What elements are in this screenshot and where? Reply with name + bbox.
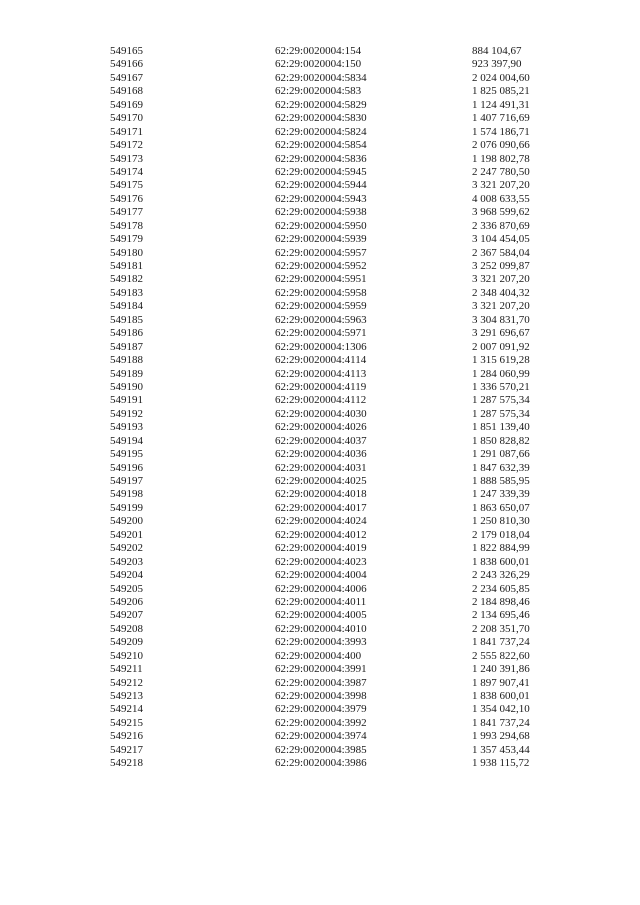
table-row [110, 609, 550, 622]
cadastral-number-cell: 62:29:0020004:3992 [275, 716, 367, 729]
cadastral-number-cell: 62:29:0020004:3998 [275, 690, 367, 702]
row-number-cell: 549202 [110, 542, 143, 555]
cadastral-number-cell: 62:29:0020004:400 [275, 649, 362, 662]
cadastral-value-cell: 2 007 091,92 [472, 340, 530, 353]
cadastral-number-cell: 62:29:0020004:5959 [275, 300, 367, 313]
cadastral-value-cell: 4 008 633,55 [472, 192, 530, 205]
cadastral-number-cell: 62:29:0020004:5830 [275, 112, 367, 125]
cadastral-number-cell: 62:29:0020004:4030 [275, 407, 367, 420]
cadastral-number-cell: 62:29:0020004:4119 [275, 380, 367, 393]
cadastral-value-cell: 884 104,67 [472, 45, 522, 57]
table-row [110, 220, 550, 233]
cadastral-value-cell: 1 240 391,86 [472, 663, 530, 676]
table-row [110, 273, 550, 286]
row-number-cell: 549183 [110, 286, 143, 299]
row-number-cell: 549215 [110, 716, 143, 729]
table-row [110, 341, 550, 354]
row-number-cell: 549207 [110, 609, 143, 622]
row-number-cell: 549203 [110, 555, 143, 568]
table-row [110, 166, 550, 179]
cadastral-number-cell: 62:29:0020004:4011 [275, 595, 367, 608]
table-row [110, 515, 550, 528]
row-number-cell: 549205 [110, 582, 143, 595]
cadastral-number-cell: 62:29:0020004:4024 [275, 515, 367, 528]
table-row [110, 569, 550, 582]
table-row [110, 408, 550, 421]
cadastral-number-cell: 62:29:0020004:4019 [275, 542, 367, 555]
cadastral-number-cell: 62:29:0020004:4006 [275, 582, 367, 595]
cadastral-number-cell: 62:29:0020004:3979 [275, 703, 367, 716]
cadastral-number-cell: 62:29:0020004:5824 [275, 125, 367, 138]
table-row [110, 394, 550, 407]
cadastral-number-cell: 62:29:0020004:5958 [275, 286, 367, 299]
cadastral-number-cell: 62:29:0020004:3985 [275, 743, 367, 756]
row-number-cell: 549208 [110, 622, 143, 635]
cadastral-value-cell: 1 838 600,01 [472, 690, 530, 702]
cadastral-value-cell: 1 841 737,24 [472, 636, 530, 649]
row-number-cell: 549173 [110, 152, 143, 165]
table-row [110, 677, 550, 690]
cadastral-number-cell: 62:29:0020004:5963 [275, 313, 367, 326]
cadastral-value-cell: 2 134 695,46 [472, 609, 530, 622]
cadastral-number-cell: 62:29:0020004:5944 [275, 179, 367, 192]
cadastral-value-cell: 1 850 828,82 [472, 434, 530, 447]
row-number-cell: 549179 [110, 233, 143, 246]
table-row [110, 314, 550, 327]
table-row [110, 45, 550, 58]
row-number-cell: 549165 [110, 45, 143, 57]
row-number-cell: 549216 [110, 730, 143, 743]
cadastral-value-cell: 1 287 575,34 [472, 394, 530, 407]
cadastral-number-cell: 62:29:0020004:4018 [275, 488, 367, 501]
table-row [110, 690, 550, 703]
table-row [110, 502, 550, 515]
row-number-cell: 549198 [110, 488, 143, 501]
cadastral-value-cell: 1 407 716,69 [472, 112, 530, 125]
row-number-cell: 549188 [110, 354, 143, 367]
cadastral-number-cell: 62:29:0020004:4112 [275, 394, 367, 407]
table-row [110, 247, 550, 260]
row-number-cell: 549177 [110, 206, 143, 219]
cadastral-value-cell: 1 198 802,78 [472, 152, 530, 165]
table-row [110, 757, 550, 770]
table-row [110, 435, 550, 448]
table-row [110, 99, 550, 112]
cadastral-number-cell: 62:29:0020004:154 [275, 45, 362, 57]
row-number-cell: 549209 [110, 636, 143, 649]
row-number-cell: 549218 [110, 757, 143, 770]
cadastral-value-cell: 1 938 115,72 [472, 757, 530, 770]
table-row [110, 179, 550, 192]
cadastral-value-cell: 1 888 585,95 [472, 475, 530, 487]
cadastral-number-cell: 62:29:0020004:4114 [275, 354, 367, 367]
row-number-cell: 549210 [110, 649, 143, 662]
row-number-cell: 549167 [110, 71, 143, 84]
row-number-cell: 549180 [110, 246, 143, 259]
cadastral-number-cell: 62:29:0020004:4025 [275, 475, 367, 487]
table-row [110, 126, 550, 139]
row-number-cell: 549178 [110, 219, 143, 232]
table-row [110, 583, 550, 596]
row-number-cell: 549194 [110, 434, 143, 447]
cadastral-number-cell: 62:29:0020004:3974 [275, 730, 367, 743]
cadastral-number-cell: 62:29:0020004:5957 [275, 246, 367, 259]
row-number-cell: 549199 [110, 501, 143, 514]
table-row [110, 287, 550, 300]
cadastral-number-cell: 62:29:0020004:583 [275, 85, 362, 98]
cadastral-number-cell: 62:29:0020004:3987 [275, 676, 367, 689]
cadastral-number-cell: 62:29:0020004:1306 [275, 340, 367, 353]
cadastral-number-cell: 62:29:0020004:5829 [275, 98, 367, 111]
cadastral-value-cell: 3 291 696,67 [472, 327, 530, 340]
cadastral-number-cell: 62:29:0020004:3991 [275, 663, 367, 676]
row-number-cell: 549185 [110, 313, 143, 326]
row-number-cell: 549171 [110, 125, 143, 138]
table-row [110, 139, 550, 152]
row-number-cell: 549204 [110, 569, 143, 582]
cadastral-number-cell: 62:29:0020004:4037 [275, 434, 367, 447]
row-number-cell: 549184 [110, 300, 143, 313]
table-row [110, 703, 550, 716]
table-row [110, 529, 550, 542]
row-number-cell: 549186 [110, 327, 143, 340]
table-row [110, 744, 550, 757]
table-row [110, 233, 550, 246]
cadastral-value-cell: 3 104 454,05 [472, 233, 530, 246]
cadastral-value-cell: 1 825 085,21 [472, 85, 530, 98]
table-row [110, 327, 550, 340]
cadastral-value-cell: 3 321 207,20 [472, 179, 530, 192]
table-row [110, 112, 550, 125]
row-number-cell: 549181 [110, 260, 143, 272]
cadastral-value-cell: 1 287 575,34 [472, 407, 530, 420]
cadastral-value-cell: 2 555 822,60 [472, 649, 530, 662]
cadastral-number-cell: 62:29:0020004:4026 [275, 421, 367, 434]
table-row [110, 381, 550, 394]
cadastral-number-cell: 62:29:0020004:4012 [275, 528, 367, 541]
cadastral-number-cell: 62:29:0020004:5943 [275, 192, 367, 205]
table-row [110, 596, 550, 609]
table-row [110, 462, 550, 475]
table-row [110, 368, 550, 381]
cadastral-number-cell: 62:29:0020004:4031 [275, 461, 367, 474]
cadastral-value-cell: 923 397,90 [472, 58, 522, 71]
table-row [110, 542, 550, 555]
cadastral-value-cell: 2 076 090,66 [472, 139, 530, 152]
cadastral-value-cell: 1 247 339,39 [472, 488, 530, 501]
cadastral-number-cell: 62:29:0020004:4004 [275, 569, 367, 582]
cadastral-value-cell: 1 841 737,24 [472, 716, 530, 729]
row-number-cell: 549166 [110, 58, 143, 71]
table-row [110, 354, 550, 367]
table-row [110, 650, 550, 663]
cadastral-number-cell: 62:29:0020004:5971 [275, 327, 367, 340]
table-row [110, 421, 550, 434]
table-row [110, 663, 550, 676]
cadastral-value-cell: 2 208 351,70 [472, 622, 530, 635]
table-row [110, 556, 550, 569]
table-row [110, 488, 550, 501]
table-row [110, 730, 550, 743]
row-number-cell: 549169 [110, 98, 143, 111]
row-number-cell: 549193 [110, 421, 143, 434]
cadastral-value-cell: 2 234 605,85 [472, 582, 530, 595]
cadastral-number-cell: 62:29:0020004:5939 [275, 233, 367, 246]
cadastral-value-table [110, 45, 550, 771]
row-number-cell: 549196 [110, 461, 143, 474]
cadastral-value-cell: 3 321 207,20 [472, 273, 530, 286]
row-number-cell: 549175 [110, 179, 143, 192]
row-number-cell: 549214 [110, 703, 143, 716]
row-number-cell: 549195 [110, 448, 143, 461]
table-row [110, 153, 550, 166]
cadastral-value-cell: 1 863 650,07 [472, 501, 530, 514]
row-number-cell: 549212 [110, 676, 143, 689]
cadastral-value-cell: 1 124 491,31 [472, 98, 530, 111]
cadastral-value-cell: 2 024 004,60 [472, 71, 530, 84]
table-row [110, 193, 550, 206]
row-number-cell: 549192 [110, 407, 143, 420]
cadastral-number-cell: 62:29:0020004:5951 [275, 273, 367, 286]
table-row [110, 623, 550, 636]
cadastral-value-cell: 2 247 780,50 [472, 165, 530, 178]
cadastral-number-cell: 62:29:0020004:150 [275, 58, 362, 71]
row-number-cell: 549190 [110, 380, 143, 393]
row-number-cell: 549197 [110, 475, 143, 487]
table-row [110, 260, 550, 273]
cadastral-number-cell: 62:29:0020004:3993 [275, 636, 367, 649]
cadastral-number-cell: 62:29:0020004:5836 [275, 152, 367, 165]
cadastral-number-cell: 62:29:0020004:4036 [275, 448, 367, 461]
cadastral-value-cell: 1 291 087,66 [472, 448, 530, 461]
cadastral-value-cell: 3 968 599,62 [472, 206, 530, 219]
cadastral-number-cell: 62:29:0020004:5945 [275, 165, 367, 178]
cadastral-value-cell: 1 838 600,01 [472, 555, 530, 568]
row-number-cell: 549206 [110, 595, 143, 608]
cadastral-value-cell: 1 574 186,71 [472, 125, 530, 138]
cadastral-number-cell: 62:29:0020004:4010 [275, 622, 367, 635]
cadastral-value-cell: 3 321 207,20 [472, 300, 530, 313]
cadastral-value-cell: 1 315 619,28 [472, 354, 530, 367]
row-number-cell: 549217 [110, 743, 143, 756]
row-number-cell: 549170 [110, 112, 143, 125]
row-number-cell: 549211 [110, 663, 143, 676]
cadastral-value-cell: 3 304 831,70 [472, 313, 530, 326]
cadastral-value-cell: 1 354 042,10 [472, 703, 530, 716]
cadastral-value-cell: 2 348 404,32 [472, 286, 530, 299]
row-number-cell: 549172 [110, 139, 143, 152]
cadastral-value-cell: 1 847 632,39 [472, 461, 530, 474]
cadastral-value-cell: 1 284 060,99 [472, 367, 530, 380]
cadastral-number-cell: 62:29:0020004:4023 [275, 555, 367, 568]
cadastral-number-cell: 62:29:0020004:5938 [275, 206, 367, 219]
row-number-cell: 549201 [110, 528, 143, 541]
cadastral-number-cell: 62:29:0020004:5834 [275, 71, 367, 84]
row-number-cell: 549182 [110, 273, 143, 286]
row-number-cell: 549200 [110, 515, 143, 528]
cadastral-number-cell: 62:29:0020004:4113 [275, 367, 367, 380]
cadastral-value-cell: 1 336 570,21 [472, 380, 530, 393]
row-number-cell: 549191 [110, 394, 143, 407]
cadastral-value-cell: 2 336 870,69 [472, 219, 530, 232]
cadastral-value-cell: 1 851 139,40 [472, 421, 530, 434]
cadastral-number-cell: 62:29:0020004:5854 [275, 139, 367, 152]
table-row [110, 300, 550, 313]
cadastral-value-cell: 3 252 099,87 [472, 260, 530, 272]
table-row [110, 85, 550, 98]
row-number-cell: 549189 [110, 367, 143, 380]
cadastral-number-cell: 62:29:0020004:5950 [275, 219, 367, 232]
table-row [110, 58, 550, 71]
table-row [110, 636, 550, 649]
row-number-cell: 549187 [110, 340, 143, 353]
row-number-cell: 549174 [110, 165, 143, 178]
cadastral-value-cell: 2 243 326,29 [472, 569, 530, 582]
row-number-cell: 549176 [110, 192, 143, 205]
cadastral-value-cell: 2 184 898,46 [472, 595, 530, 608]
cadastral-number-cell: 62:29:0020004:4017 [275, 501, 367, 514]
cadastral-value-cell: 2 179 018,04 [472, 528, 530, 541]
row-number-cell: 549168 [110, 85, 143, 98]
cadastral-number-cell: 62:29:0020004:4005 [275, 609, 367, 622]
table-row [110, 206, 550, 219]
cadastral-value-cell: 2 367 584,04 [472, 246, 530, 259]
cadastral-value-cell: 1 993 294,68 [472, 730, 530, 743]
cadastral-value-cell: 1 357 453,44 [472, 743, 530, 756]
cadastral-number-cell: 62:29:0020004:5952 [275, 260, 367, 272]
row-number-cell: 549213 [110, 690, 143, 702]
cadastral-value-cell: 1 822 884,99 [472, 542, 530, 555]
cadastral-value-cell: 1 250 810,30 [472, 515, 530, 528]
cadastral-number-cell: 62:29:0020004:3986 [275, 757, 367, 770]
table-row [110, 475, 550, 488]
table-row [110, 717, 550, 730]
table-row [110, 72, 550, 85]
table-row [110, 448, 550, 461]
cadastral-value-cell: 1 897 907,41 [472, 676, 530, 689]
